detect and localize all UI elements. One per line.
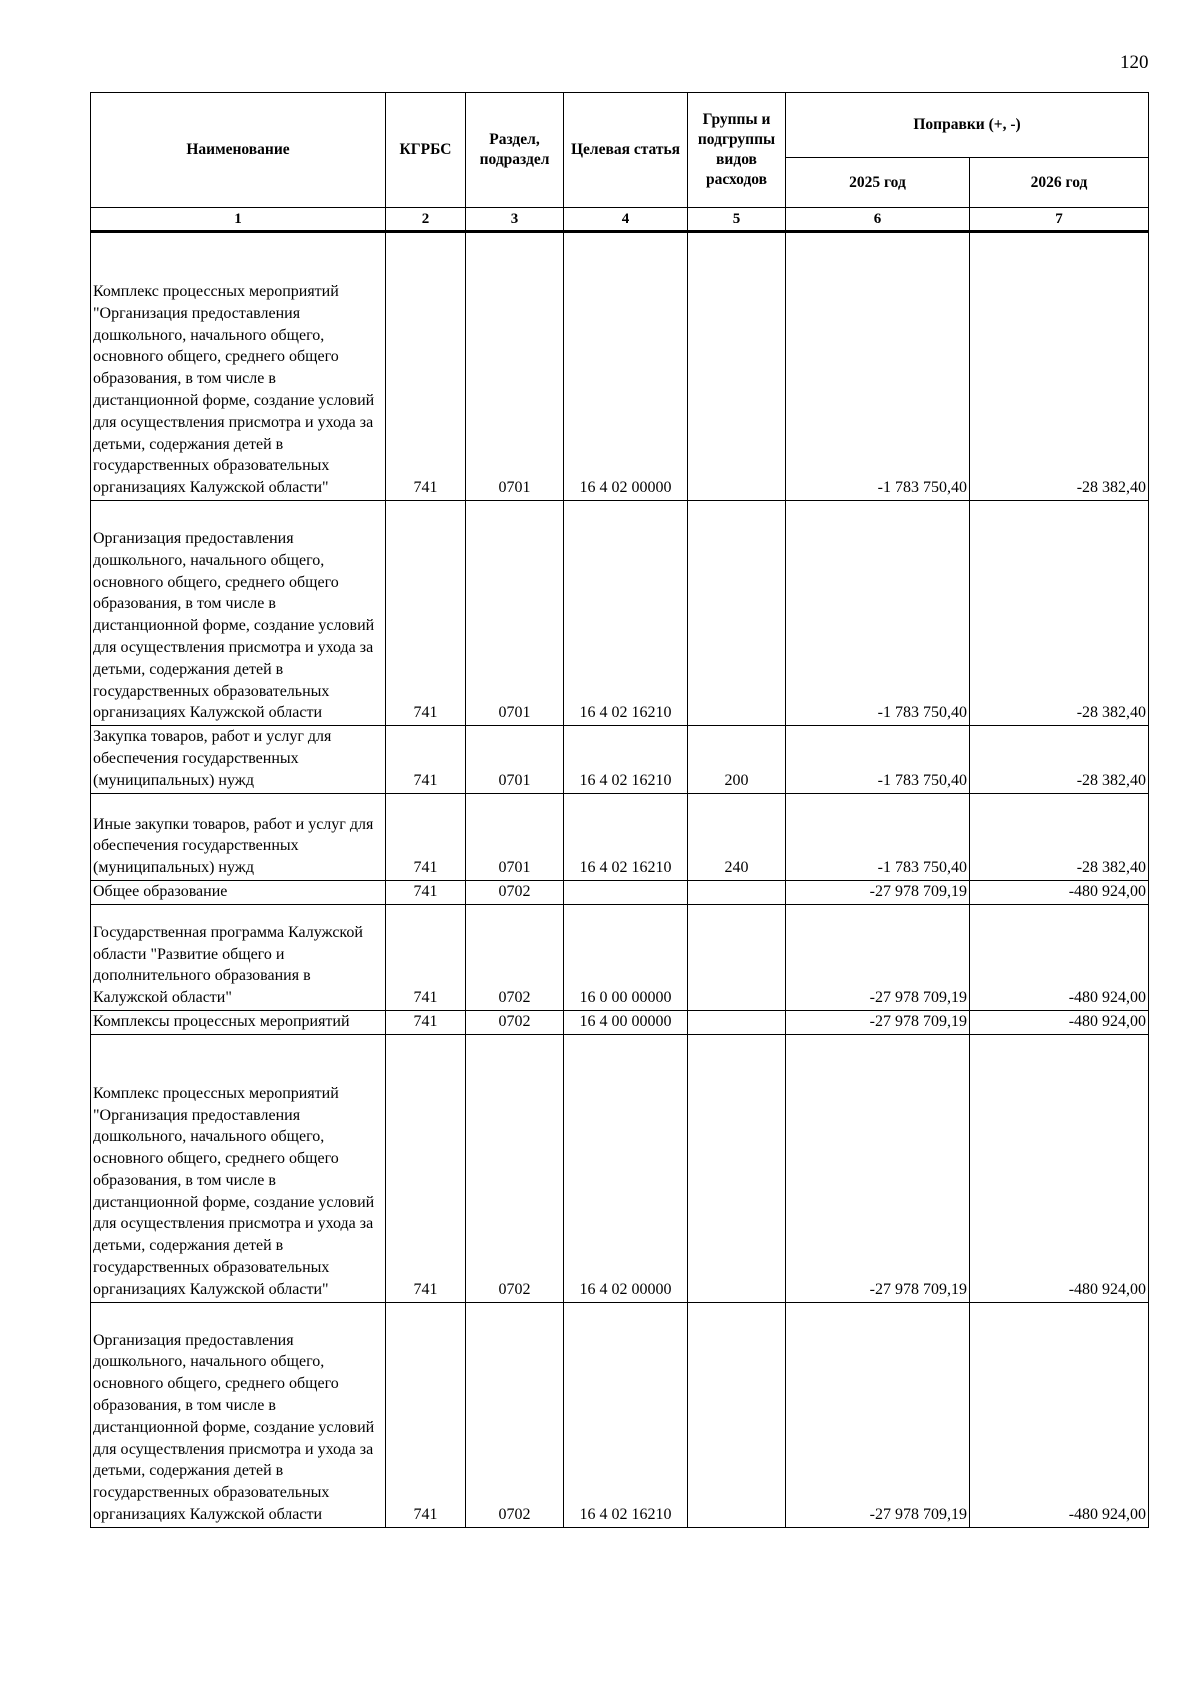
row-target-article	[564, 880, 688, 904]
header-target: Целевая статья	[564, 93, 688, 208]
row-target-article: 16 4 02 16210	[564, 500, 688, 725]
column-number: 2	[386, 208, 466, 232]
table-row	[91, 232, 1149, 501]
row-expense-group: 240	[688, 793, 786, 880]
table-row	[91, 1010, 1149, 1034]
table-row	[91, 1034, 1149, 1302]
table-row	[91, 500, 1149, 725]
row-amount-2025: -1 783 750,40	[786, 793, 970, 880]
header-year-2026: 2026 год	[970, 158, 1149, 208]
row-amount-2026: -480 924,00	[970, 880, 1149, 904]
row-amount-2026: -28 382,40	[970, 793, 1149, 880]
row-amount-2025: -1 783 750,40	[786, 232, 970, 501]
row-section: 0702	[466, 1034, 564, 1302]
row-name: Государственная программа Калужской области "Развитие общего и дополнительного образования в Калужской области"	[91, 904, 386, 1010]
row-kgrbs: 741	[386, 880, 466, 904]
row-target-article: 16 4 02 00000	[564, 1034, 688, 1302]
row-amount-2025: -27 978 709,19	[786, 1010, 970, 1034]
row-amount-2025: -1 783 750,40	[786, 726, 970, 793]
row-expense-group	[688, 500, 786, 725]
row-name: Общее образование	[91, 880, 386, 904]
header-year-2025: 2025 год	[786, 158, 970, 208]
table-row	[91, 1302, 1149, 1527]
header-groups: Группы и подгруппы видов расходов	[688, 93, 786, 208]
row-expense-group	[688, 880, 786, 904]
row-name: Закупка товаров, работ и услуг для обеспечения государственных (муниципальных) нужд	[91, 726, 386, 793]
column-number: 7	[970, 208, 1149, 232]
row-kgrbs: 741	[386, 232, 466, 501]
row-target-article: 16 4 02 16210	[564, 726, 688, 793]
row-amount-2026: -28 382,40	[970, 232, 1149, 501]
row-amount-2025: -27 978 709,19	[786, 1034, 970, 1302]
row-name: Комплексы процессных мероприятий	[91, 1010, 386, 1034]
row-kgrbs: 741	[386, 793, 466, 880]
row-expense-group	[688, 1034, 786, 1302]
row-kgrbs: 741	[386, 1302, 466, 1527]
column-number: 1	[91, 208, 386, 232]
header-kgrbs: КГРБС	[386, 93, 466, 208]
table-row	[91, 793, 1149, 880]
row-name: Организация предоставления дошкольного, начального общего, основного общего, среднего общего образования, в том числе в дистанционной форме, создание условий для осуществления присмотра и ухода за детьми, содержания детей в государственных образовательных организациях Калужской области	[91, 1302, 386, 1527]
row-target-article: 16 4 02 16210	[564, 793, 688, 880]
row-amount-2025: -1 783 750,40	[786, 500, 970, 725]
row-name: Комплекс процессных мероприятий "Организация предоставления дошкольного, начального общего, основного общего, среднего общего образования, в том числе в дистанционной форме, создание условий для осуществления присмотра и ухода за детьми, содержания детей в государственных образовательных организациях Калужской области"	[91, 232, 386, 501]
row-amount-2026: -28 382,40	[970, 500, 1149, 725]
row-kgrbs: 741	[386, 904, 466, 1010]
row-kgrbs: 741	[386, 500, 466, 725]
row-target-article: 16 4 02 16210	[564, 1302, 688, 1527]
row-expense-group	[688, 904, 786, 1010]
row-amount-2025: -27 978 709,19	[786, 880, 970, 904]
row-expense-group: 200	[688, 726, 786, 793]
row-section: 0701	[466, 726, 564, 793]
row-expense-group	[688, 232, 786, 501]
row-target-article: 16 0 00 00000	[564, 904, 688, 1010]
row-kgrbs: 741	[386, 1034, 466, 1302]
header-name: Наименование	[91, 93, 386, 208]
row-section: 0702	[466, 1302, 564, 1527]
table-row	[91, 904, 1149, 1010]
row-section: 0702	[466, 904, 564, 1010]
header-amendments: Поправки (+, -)	[786, 93, 1149, 158]
row-amount-2026: -28 382,40	[970, 726, 1149, 793]
column-number: 4	[564, 208, 688, 232]
row-name: Комплекс процессных мероприятий "Организация предоставления дошкольного, начального общего, основного общего, среднего общего образования, в том числе в дистанционной форме, создание условий для осуществления присмотра и ухода за детьми, содержания детей в государственных образовательных организациях Калужской области"	[91, 1034, 386, 1302]
row-section: 0702	[466, 880, 564, 904]
row-name: Иные закупки товаров, работ и услуг для обеспечения государственных (муниципальных) нужд	[91, 793, 386, 880]
table-row	[91, 880, 1149, 904]
header-section: Раздел, подраздел	[466, 93, 564, 208]
column-number: 6	[786, 208, 970, 232]
row-amount-2026: -480 924,00	[970, 1010, 1149, 1034]
row-target-article: 16 4 00 00000	[564, 1010, 688, 1034]
row-section: 0701	[466, 793, 564, 880]
row-name: Организация предоставления дошкольного, начального общего, основного общего, среднего общего образования, в том числе в дистанционной форме, создание условий для осуществления присмотра и ухода за детьми, содержания детей в государственных образовательных организациях Калужской области	[91, 500, 386, 725]
row-section: 0701	[466, 500, 564, 725]
row-expense-group	[688, 1010, 786, 1034]
row-amount-2026: -480 924,00	[970, 1034, 1149, 1302]
row-target-article: 16 4 02 00000	[564, 232, 688, 501]
row-expense-group	[688, 1302, 786, 1527]
row-amount-2025: -27 978 709,19	[786, 1302, 970, 1527]
column-number: 3	[466, 208, 564, 232]
column-number: 5	[688, 208, 786, 232]
page-number: 120	[1120, 52, 1149, 73]
row-amount-2026: -480 924,00	[970, 1302, 1149, 1527]
row-section: 0702	[466, 1010, 564, 1034]
row-amount-2025: -27 978 709,19	[786, 904, 970, 1010]
row-amount-2026: -480 924,00	[970, 904, 1149, 1010]
row-kgrbs: 741	[386, 726, 466, 793]
row-section: 0701	[466, 232, 564, 501]
row-kgrbs: 741	[386, 1010, 466, 1034]
table-row	[91, 726, 1149, 793]
budget-amendments-table	[90, 92, 1149, 1528]
